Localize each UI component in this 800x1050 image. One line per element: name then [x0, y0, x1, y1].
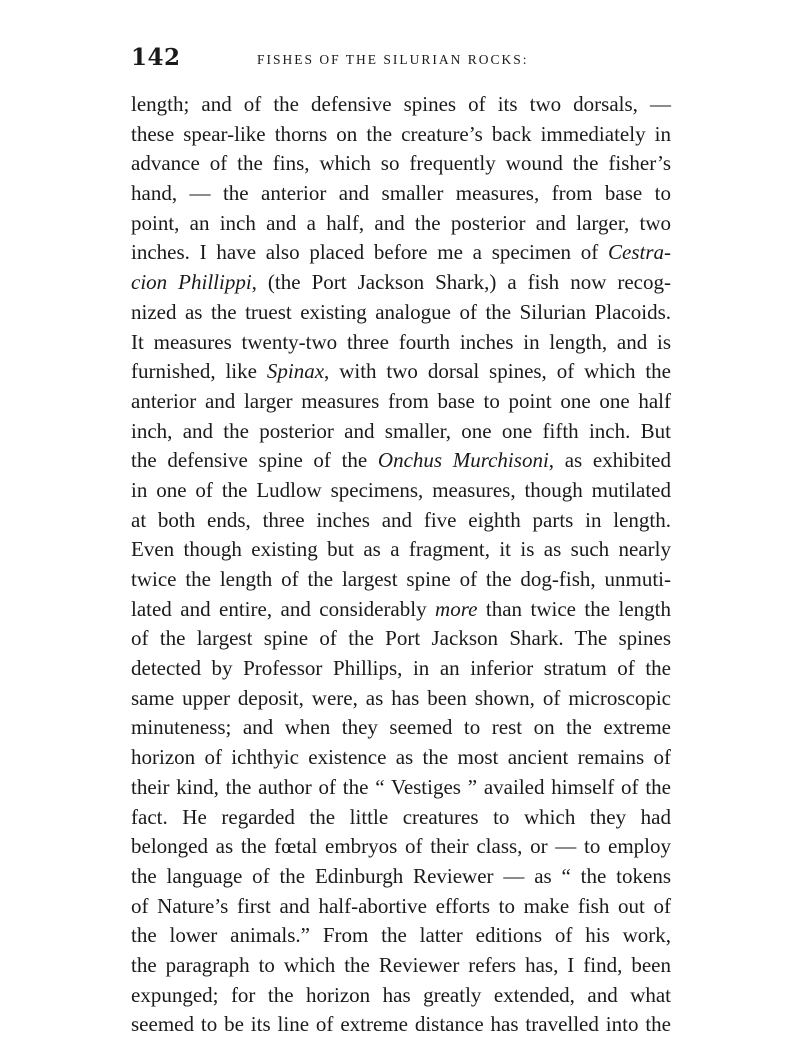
text-line: anterior and larger measures from base to point one one half	[131, 388, 671, 413]
body-text	[131, 90, 671, 1040]
text-line: same upper deposit, were, as has been shown, of microscopic	[131, 685, 671, 710]
text-line: the defensive spine of the Onchus Murchisoni, as exhibited	[131, 448, 671, 473]
text-line: at both ends, three inches and five eighth parts in length.	[131, 507, 671, 532]
text-line: advance of the fins, which so frequently wound the fisher’s	[131, 151, 671, 176]
text-line: inches. I have also placed before me a specimen of Cestra-	[131, 240, 671, 265]
text-line: point, an inch and a half, and the posterior and larger, two	[131, 210, 671, 235]
text-line: the language of the Edinburgh Reviewer — as “ the tokens	[131, 863, 671, 888]
text-line: seemed to be its line of extreme distance has travelled into the	[131, 1012, 671, 1037]
text-line: nized as the truest existing analogue of the Silurian Placoids.	[131, 299, 671, 324]
text-line: length; and of the defensive spines of its two dorsals, —	[131, 92, 671, 116]
text-line: lated and entire, and considerably more than twice the length	[131, 596, 671, 621]
text-line: horizon of ichthyic existence as the most ancient remains of	[131, 745, 671, 770]
text-line: of the largest spine of the Port Jackson Shark. The spines	[131, 626, 671, 651]
running-head: FISHES OF THE SILURIAN ROCKS:	[257, 52, 529, 67]
text-line: the lower animals.” From the latter editions of his work,	[131, 923, 671, 948]
text-line: It measures twenty-two three fourth inches in length, and is	[131, 329, 671, 354]
text-line: furnished, like Spinax, with two dorsal spines, of which the	[131, 359, 671, 384]
page-number: 142	[131, 44, 181, 71]
text-line: expunged; for the horizon has greatly extended, and what	[131, 982, 671, 1007]
text-line: twice the length of the largest spine of the dog-fish, unmuti-	[131, 567, 671, 591]
text-line: the paragraph to which the Reviewer refers has, I find, been	[131, 952, 671, 977]
text-line: cion Phillippi, (the Port Jackson Shark,) a fish now recog-	[131, 270, 671, 295]
text-line: minuteness; and when they seemed to rest on the extreme	[131, 715, 671, 740]
text-line: detected by Professor Phillips, in an inferior stratum of the	[131, 656, 671, 681]
text-line: Even though existing but as a fragment, it is as such nearly	[131, 537, 671, 562]
text-line: of Nature’s first and half-abortive efforts to make fish out of	[131, 893, 671, 918]
text-line: inch, and the posterior and smaller, one one fifth inch. But	[131, 418, 671, 443]
text-line: fact. He regarded the little creatures to which they had	[131, 804, 671, 829]
text-line: in one of the Ludlow specimens, measures, though mutilated	[131, 477, 671, 502]
text-line: their kind, the author of the “ Vestiges ” availed himself of the	[131, 774, 671, 799]
text-line: hand, — the anterior and smaller measures, from base to	[131, 181, 671, 206]
text-line: belonged as the fœtal embryos of their class, or — to employ	[131, 834, 671, 859]
text-line: these spear-like thorns on the creature’s back immediately in	[131, 121, 671, 146]
